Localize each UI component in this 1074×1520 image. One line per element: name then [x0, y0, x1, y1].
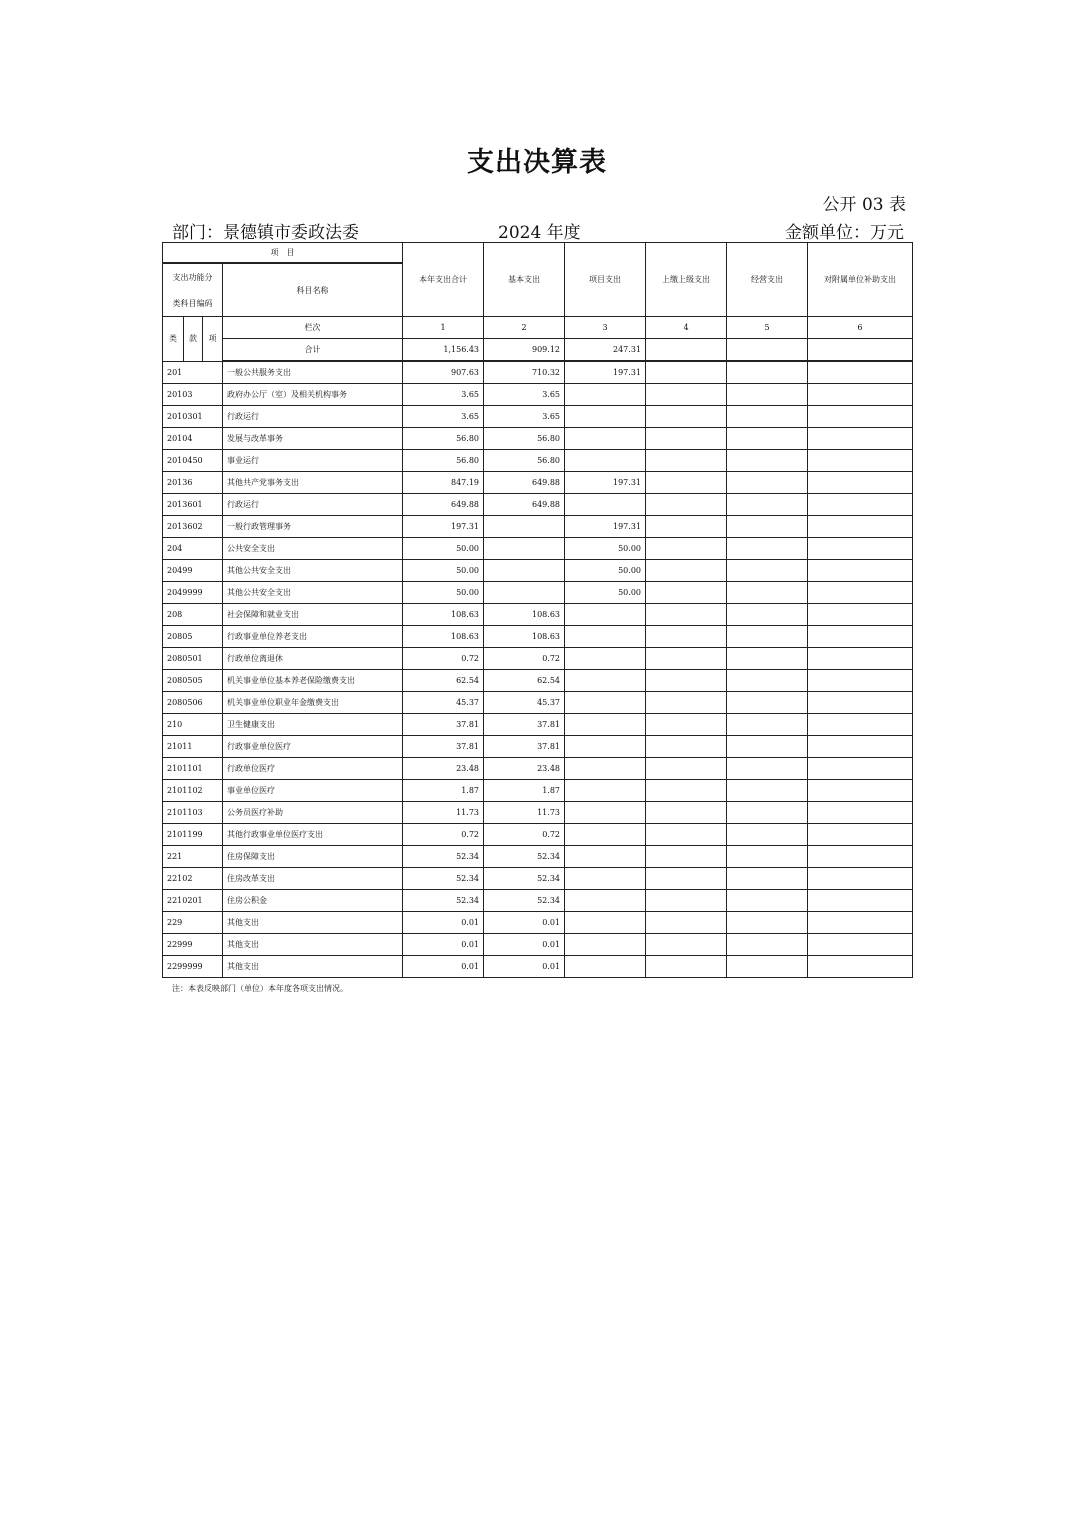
col-header-1: 本年支出合计: [403, 243, 484, 317]
row-basic-expense: 23.48: [484, 758, 565, 780]
table-note: 注：本表反映部门（单位）本年度各项支出情况。: [172, 984, 348, 993]
total-value-6: [808, 339, 913, 362]
row-project-expense: [565, 648, 646, 670]
row-subject-name: 卫生健康支出: [223, 714, 403, 736]
row-code: 201: [163, 361, 223, 384]
row-business-expense: [727, 824, 808, 846]
row-business-expense: [727, 692, 808, 714]
row-upper-payment: [646, 626, 727, 648]
row-basic-expense: 3.65: [484, 406, 565, 428]
row-basic-expense: 649.88: [484, 494, 565, 516]
table-row: [163, 361, 913, 384]
row-upper-payment: [646, 516, 727, 538]
table-row: [163, 648, 913, 670]
row-subsidiary-subsidy: [808, 824, 913, 846]
col-header-6: 对附属单位补助支出: [808, 243, 913, 317]
col-header-4: 上缴上级支出: [646, 243, 727, 317]
row-total-expense: 847.19: [403, 472, 484, 494]
col-number-3: 3: [565, 317, 646, 339]
row-business-expense: [727, 384, 808, 406]
row-total-expense: 56.80: [403, 450, 484, 472]
row-subsidiary-subsidy: [808, 714, 913, 736]
row-subsidiary-subsidy: [808, 560, 913, 582]
row-upper-payment: [646, 868, 727, 890]
row-upper-payment: [646, 428, 727, 450]
page-title: 支出决算表: [467, 147, 607, 178]
row-upper-payment: [646, 780, 727, 802]
row-total-expense: 0.72: [403, 824, 484, 846]
row-basic-expense: 710.32: [484, 361, 565, 384]
row-business-expense: [727, 472, 808, 494]
row-basic-expense: 56.80: [484, 428, 565, 450]
row-project-expense: [565, 428, 646, 450]
row-basic-expense: 3.65: [484, 384, 565, 406]
table-row: [163, 714, 913, 736]
col-number-4: 4: [646, 317, 727, 339]
row-project-expense: [565, 406, 646, 428]
row-total-expense: 52.34: [403, 868, 484, 890]
row-business-expense: [727, 758, 808, 780]
row-basic-expense: 52.34: [484, 846, 565, 868]
col-number-2: 2: [484, 317, 565, 339]
row-subject-name: 行政运行: [223, 406, 403, 428]
row-total-expense: 45.37: [403, 692, 484, 714]
row-project-expense: 50.00: [565, 560, 646, 582]
row-subsidiary-subsidy: [808, 890, 913, 912]
col-header-5: 经营支出: [727, 243, 808, 317]
row-subject-name: 社会保障和就业支出: [223, 604, 403, 626]
row-total-expense: 56.80: [403, 428, 484, 450]
row-business-expense: [727, 912, 808, 934]
row-business-expense: [727, 428, 808, 450]
row-total-expense: 3.65: [403, 384, 484, 406]
row-project-expense: [565, 626, 646, 648]
row-business-expense: [727, 450, 808, 472]
row-project-expense: [565, 714, 646, 736]
row-business-expense: [727, 538, 808, 560]
form-number: 公开 03 表: [822, 195, 906, 215]
row-subject-name: 行政事业单位医疗: [223, 736, 403, 758]
row-code: 20499: [163, 560, 223, 582]
table-row: [163, 736, 913, 758]
row-subject-name: 其他行政事业单位医疗支出: [223, 824, 403, 846]
row-subsidiary-subsidy: [808, 912, 913, 934]
row-upper-payment: [646, 582, 727, 604]
row-project-expense: [565, 956, 646, 978]
row-subsidiary-subsidy: [808, 538, 913, 560]
row-subsidiary-subsidy: [808, 780, 913, 802]
fiscal-year-label: 2024 年度: [498, 223, 581, 243]
row-code: 2299999: [163, 956, 223, 978]
row-basic-expense: 108.63: [484, 604, 565, 626]
row-upper-payment: [646, 912, 727, 934]
row-project-expense: 197.31: [565, 361, 646, 384]
row-subsidiary-subsidy: [808, 934, 913, 956]
row-upper-payment: [646, 714, 727, 736]
row-upper-payment: [646, 361, 727, 384]
table-row: [163, 780, 913, 802]
row-upper-payment: [646, 890, 727, 912]
row-subject-name: 一般行政管理事务: [223, 516, 403, 538]
row-upper-payment: [646, 956, 727, 978]
row-upper-payment: [646, 758, 727, 780]
row-upper-payment: [646, 648, 727, 670]
header-func-code-1: 支出功能分: [163, 263, 223, 290]
row-subsidiary-subsidy: [808, 428, 913, 450]
row-code: 2010301: [163, 406, 223, 428]
table-row: [163, 560, 913, 582]
row-business-expense: [727, 604, 808, 626]
row-business-expense: [727, 516, 808, 538]
row-total-expense: 37.81: [403, 736, 484, 758]
table-row: [163, 758, 913, 780]
row-code: 22999: [163, 934, 223, 956]
row-code: 2101101: [163, 758, 223, 780]
row-subsidiary-subsidy: [808, 472, 913, 494]
row-code: 20103: [163, 384, 223, 406]
row-subject-name: 其他公共安全支出: [223, 582, 403, 604]
header-project: 项 目: [163, 243, 403, 264]
row-code: 208: [163, 604, 223, 626]
row-business-expense: [727, 736, 808, 758]
row-subject-name: 事业运行: [223, 450, 403, 472]
row-upper-payment: [646, 846, 727, 868]
row-basic-expense: 37.81: [484, 714, 565, 736]
row-total-expense: 62.54: [403, 670, 484, 692]
table-row: [163, 626, 913, 648]
col-header-2: 基本支出: [484, 243, 565, 317]
row-code: 21011: [163, 736, 223, 758]
row-project-expense: [565, 494, 646, 516]
total-value-4: [646, 339, 727, 362]
row-project-expense: [565, 758, 646, 780]
row-basic-expense: 56.80: [484, 450, 565, 472]
table-row: [163, 670, 913, 692]
row-business-expense: [727, 406, 808, 428]
row-total-expense: 0.01: [403, 912, 484, 934]
row-basic-expense: 0.01: [484, 912, 565, 934]
row-project-expense: [565, 736, 646, 758]
total-value-5: [727, 339, 808, 362]
table-row: [163, 516, 913, 538]
row-basic-expense: 0.01: [484, 956, 565, 978]
row-business-expense: [727, 560, 808, 582]
row-code: 2101199: [163, 824, 223, 846]
row-total-expense: 0.01: [403, 956, 484, 978]
row-business-expense: [727, 626, 808, 648]
row-basic-expense: [484, 560, 565, 582]
row-total-expense: 1.87: [403, 780, 484, 802]
row-subject-name: 住房保障支出: [223, 846, 403, 868]
row-basic-expense: 45.37: [484, 692, 565, 714]
row-upper-payment: [646, 472, 727, 494]
row-code: 204: [163, 538, 223, 560]
row-subject-name: 机关事业单位职业年金缴费支出: [223, 692, 403, 714]
row-code: 20805: [163, 626, 223, 648]
row-project-expense: [565, 692, 646, 714]
row-total-expense: 50.00: [403, 582, 484, 604]
row-business-expense: [727, 868, 808, 890]
row-project-expense: [565, 912, 646, 934]
row-project-expense: [565, 934, 646, 956]
total-value-2: 909.12: [484, 339, 565, 362]
row-project-expense: [565, 780, 646, 802]
row-basic-expense: 0.72: [484, 824, 565, 846]
row-code: 20104: [163, 428, 223, 450]
row-business-expense: [727, 956, 808, 978]
header-lei: 类: [163, 317, 184, 362]
col-header-3: 项目支出: [565, 243, 646, 317]
row-project-expense: 197.31: [565, 472, 646, 494]
row-subject-name: 其他支出: [223, 934, 403, 956]
row-upper-payment: [646, 560, 727, 582]
row-subsidiary-subsidy: [808, 846, 913, 868]
row-subject-name: 其他共产党事务支出: [223, 472, 403, 494]
row-subject-name: 一般公共服务支出: [223, 361, 403, 384]
row-subsidiary-subsidy: [808, 406, 913, 428]
row-project-expense: [565, 384, 646, 406]
row-code: 2210201: [163, 890, 223, 912]
header-func-code-2: 类科目编码: [163, 290, 223, 317]
row-upper-payment: [646, 450, 727, 472]
row-basic-expense: 108.63: [484, 626, 565, 648]
row-upper-payment: [646, 934, 727, 956]
row-basic-expense: 0.72: [484, 648, 565, 670]
row-subject-name: 其他支出: [223, 912, 403, 934]
row-subsidiary-subsidy: [808, 604, 913, 626]
table-row: [163, 450, 913, 472]
row-subsidiary-subsidy: [808, 670, 913, 692]
department-label: 部门：景德镇市委政法委: [172, 223, 359, 243]
row-code: 2080505: [163, 670, 223, 692]
row-code: 210: [163, 714, 223, 736]
total-value-1: 1,156.43: [403, 339, 484, 362]
row-total-expense: 108.63: [403, 604, 484, 626]
row-subsidiary-subsidy: [808, 494, 913, 516]
total-value-3: 247.31: [565, 339, 646, 362]
row-upper-payment: [646, 384, 727, 406]
header-xiang: 项: [203, 317, 223, 362]
header-subject-name: 科目名称: [223, 263, 403, 317]
row-code: 20136: [163, 472, 223, 494]
row-basic-expense: 649.88: [484, 472, 565, 494]
row-subsidiary-subsidy: [808, 384, 913, 406]
row-business-expense: [727, 670, 808, 692]
table-row: [163, 934, 913, 956]
row-upper-payment: [646, 824, 727, 846]
row-subject-name: 行政事业单位养老支出: [223, 626, 403, 648]
row-project-expense: [565, 824, 646, 846]
table-row: [163, 428, 913, 450]
row-business-expense: [727, 780, 808, 802]
row-business-expense: [727, 802, 808, 824]
row-total-expense: 3.65: [403, 406, 484, 428]
row-total-expense: 23.48: [403, 758, 484, 780]
row-subsidiary-subsidy: [808, 361, 913, 384]
row-code: 2080501: [163, 648, 223, 670]
row-total-expense: 0.01: [403, 934, 484, 956]
row-total-expense: 50.00: [403, 560, 484, 582]
row-code: 221: [163, 846, 223, 868]
row-total-expense: 197.31: [403, 516, 484, 538]
row-project-expense: [565, 846, 646, 868]
row-code: 2013602: [163, 516, 223, 538]
row-business-expense: [727, 582, 808, 604]
row-upper-payment: [646, 406, 727, 428]
col-number-1: 1: [403, 317, 484, 339]
row-subsidiary-subsidy: [808, 692, 913, 714]
table-row: [163, 538, 913, 560]
amount-unit-label: 金额单位：万元: [785, 223, 904, 243]
table-row: [163, 384, 913, 406]
row-code: 22102: [163, 868, 223, 890]
row-basic-expense: 11.73: [484, 802, 565, 824]
row-total-expense: 52.34: [403, 890, 484, 912]
table-row: [163, 846, 913, 868]
expenditure-table: [162, 242, 913, 978]
row-code: 2101103: [163, 802, 223, 824]
table-row: [163, 802, 913, 824]
row-project-expense: [565, 868, 646, 890]
table-row: [163, 692, 913, 714]
row-total-expense: 108.63: [403, 626, 484, 648]
row-code: 2080506: [163, 692, 223, 714]
row-subject-name: 住房公积金: [223, 890, 403, 912]
row-subject-name: 发展与改革事务: [223, 428, 403, 450]
col-number-6: 6: [808, 317, 913, 339]
row-project-expense: [565, 450, 646, 472]
row-subject-name: 公务员医疗补助: [223, 802, 403, 824]
row-subsidiary-subsidy: [808, 802, 913, 824]
row-upper-payment: [646, 538, 727, 560]
table-row: [163, 494, 913, 516]
row-project-expense: [565, 802, 646, 824]
row-total-expense: 50.00: [403, 538, 484, 560]
row-basic-expense: [484, 538, 565, 560]
row-subject-name: 行政单位医疗: [223, 758, 403, 780]
row-upper-payment: [646, 736, 727, 758]
row-basic-expense: 0.01: [484, 934, 565, 956]
row-subject-name: 其他支出: [223, 956, 403, 978]
row-total-expense: 0.72: [403, 648, 484, 670]
row-subject-name: 政府办公厅（室）及相关机构事务: [223, 384, 403, 406]
row-subject-name: 住房改革支出: [223, 868, 403, 890]
row-subsidiary-subsidy: [808, 626, 913, 648]
row-business-expense: [727, 361, 808, 384]
row-project-expense: 197.31: [565, 516, 646, 538]
row-subsidiary-subsidy: [808, 582, 913, 604]
row-code: 2010450: [163, 450, 223, 472]
table-row: [163, 582, 913, 604]
row-business-expense: [727, 890, 808, 912]
row-total-expense: 37.81: [403, 714, 484, 736]
row-code: 2101102: [163, 780, 223, 802]
row-business-expense: [727, 494, 808, 516]
col-number-5: 5: [727, 317, 808, 339]
table-row: [163, 956, 913, 978]
row-subject-name: 其他公共安全支出: [223, 560, 403, 582]
table-row: [163, 472, 913, 494]
row-subject-name: 事业单位医疗: [223, 780, 403, 802]
row-code: 229: [163, 912, 223, 934]
row-subject-name: 行政单位离退休: [223, 648, 403, 670]
row-upper-payment: [646, 692, 727, 714]
row-upper-payment: [646, 604, 727, 626]
header-kuan: 款: [184, 317, 203, 362]
row-project-expense: [565, 604, 646, 626]
row-project-expense: 50.00: [565, 538, 646, 560]
row-basic-expense: 52.34: [484, 868, 565, 890]
row-project-expense: [565, 670, 646, 692]
table-row: [163, 406, 913, 428]
table-row: [163, 824, 913, 846]
row-upper-payment: [646, 494, 727, 516]
row-subsidiary-subsidy: [808, 868, 913, 890]
row-subsidiary-subsidy: [808, 648, 913, 670]
row-basic-expense: 1.87: [484, 780, 565, 802]
row-subsidiary-subsidy: [808, 450, 913, 472]
row-subject-name: 公共安全支出: [223, 538, 403, 560]
table-row: [163, 868, 913, 890]
row-total-expense: 907.63: [403, 361, 484, 384]
row-subject-name: 行政运行: [223, 494, 403, 516]
row-business-expense: [727, 846, 808, 868]
row-business-expense: [727, 934, 808, 956]
row-total-expense: 52.34: [403, 846, 484, 868]
row-basic-expense: [484, 582, 565, 604]
row-basic-expense: 52.34: [484, 890, 565, 912]
row-subsidiary-subsidy: [808, 956, 913, 978]
row-subsidiary-subsidy: [808, 758, 913, 780]
row-subsidiary-subsidy: [808, 736, 913, 758]
row-upper-payment: [646, 670, 727, 692]
row-project-expense: 50.00: [565, 582, 646, 604]
row-business-expense: [727, 648, 808, 670]
table-row: [163, 912, 913, 934]
row-project-expense: [565, 890, 646, 912]
table-row: [163, 890, 913, 912]
header-lanci: 栏次: [223, 317, 403, 339]
row-total-expense: 11.73: [403, 802, 484, 824]
row-upper-payment: [646, 802, 727, 824]
row-subject-name: 机关事业单位基本养老保险缴费支出: [223, 670, 403, 692]
row-basic-expense: [484, 516, 565, 538]
table-row: [163, 604, 913, 626]
row-business-expense: [727, 714, 808, 736]
row-code: 2013601: [163, 494, 223, 516]
total-label: 合计: [223, 339, 403, 362]
row-subsidiary-subsidy: [808, 516, 913, 538]
row-total-expense: 649.88: [403, 494, 484, 516]
row-code: 2049999: [163, 582, 223, 604]
row-basic-expense: 37.81: [484, 736, 565, 758]
row-basic-expense: 62.54: [484, 670, 565, 692]
